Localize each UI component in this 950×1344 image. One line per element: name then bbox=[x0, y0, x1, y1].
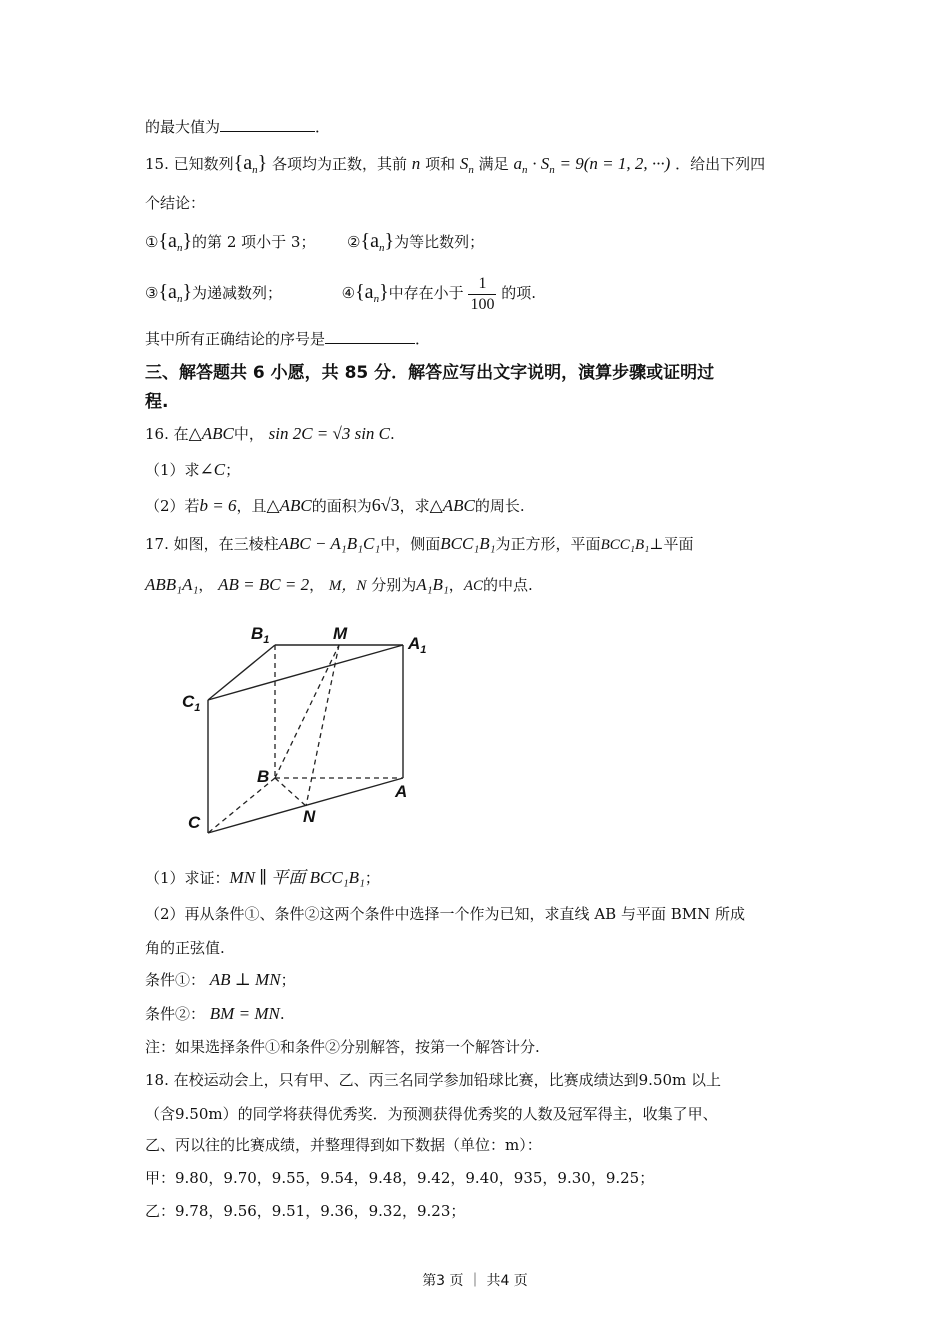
answer-blank bbox=[220, 115, 315, 132]
text: ② bbox=[347, 233, 361, 251]
math: {a bbox=[355, 281, 374, 303]
label-C1: $C_1$ bbox=[182, 692, 201, 714]
math: MN ∥ 平面 BCC₁B₁ bbox=[229, 868, 365, 887]
text: ； bbox=[280, 971, 296, 989]
math: △ABC bbox=[429, 496, 475, 515]
text: 中，侧面 bbox=[380, 535, 441, 553]
text: ，求 bbox=[399, 497, 430, 515]
text: （1）求证： bbox=[145, 869, 230, 887]
text: 满足 bbox=[478, 155, 509, 173]
q17-condition2 bbox=[145, 1003, 285, 1025]
text: 中， bbox=[233, 425, 264, 443]
q17-part2 bbox=[145, 903, 745, 925]
text: 注：如果选择条件①和条件②分别解答，按第一个解答计分. bbox=[145, 1038, 540, 1056]
text: 乙：9.78，9.56，9.51，9.36，9.32，9.23； bbox=[145, 1202, 466, 1220]
text: ．给出下列四 bbox=[675, 155, 766, 173]
segment-B-M bbox=[275, 645, 339, 778]
math-sub: n bbox=[176, 293, 183, 305]
text: 18. 在校运动会上，只有甲、乙、丙三名同学参加铅球比赛，比赛成绩达到9.50m 以上 bbox=[145, 1071, 722, 1089]
math-sub: n bbox=[378, 242, 385, 254]
text: 甲：9.80，9.70，9.55，9.54，9.48，9.42，9.40，935，9.30，9.25； bbox=[145, 1169, 655, 1187]
math-sub: n bbox=[373, 293, 380, 305]
q17-stem-2 bbox=[145, 574, 533, 597]
text: 条件①： bbox=[145, 971, 206, 989]
text: 程. bbox=[145, 392, 169, 412]
q17-part2-2 bbox=[145, 937, 225, 959]
text: ； bbox=[225, 461, 241, 479]
text: 为正方形，平面 bbox=[495, 535, 601, 553]
text: ， bbox=[448, 576, 464, 594]
math: △ABC bbox=[266, 496, 312, 515]
text: 中存在小于 bbox=[388, 284, 464, 302]
q17-stem bbox=[145, 533, 693, 556]
math: AB = BC = 2 bbox=[218, 575, 310, 594]
text: 项和 bbox=[425, 155, 456, 173]
text: （2）再从条件①、条件②这两个条件中选择一个作为已知，求直线 AB 与平面 BMN 所成 bbox=[145, 905, 745, 923]
segment-M-N bbox=[306, 645, 339, 806]
answer-blank bbox=[325, 327, 415, 344]
text: 条件②： bbox=[145, 1005, 206, 1023]
math: BCC₁B₁ bbox=[600, 537, 650, 553]
math: AB ⊥ MN bbox=[209, 970, 281, 989]
text: ④ bbox=[341, 284, 356, 302]
q16-part2 bbox=[145, 494, 525, 517]
math-sub: n bbox=[521, 164, 528, 176]
q16-stem bbox=[145, 423, 395, 445]
text: 为递减数列； bbox=[192, 284, 283, 302]
text: 其中所有正确结论的序号是 bbox=[145, 330, 326, 348]
text: 各项均为正数，其前 bbox=[272, 155, 408, 173]
previous-question-tail bbox=[145, 115, 330, 138]
q18-stem-3 bbox=[145, 1134, 542, 1156]
math: ABB₁A₁ bbox=[145, 575, 199, 594]
math: } bbox=[182, 230, 193, 252]
text: ，且 bbox=[236, 497, 267, 515]
text: （含9.50m）的同学将获得优秀奖．为预测获得优秀奖的人数及冠军得主，收集了甲、 bbox=[145, 1105, 718, 1123]
text: . bbox=[279, 1005, 285, 1023]
text: （1）求 bbox=[145, 461, 200, 479]
page-footer: 第3 页 ｜ 共4 页 bbox=[422, 1273, 528, 1289]
text: 的周长. bbox=[474, 497, 525, 515]
text: ． bbox=[415, 330, 431, 348]
section-3-heading-2 bbox=[145, 391, 168, 413]
math-sub: n bbox=[176, 242, 183, 254]
edge-B-C bbox=[208, 778, 275, 833]
math: {a bbox=[158, 281, 177, 303]
text: . bbox=[390, 425, 395, 443]
math-sub: n bbox=[252, 164, 258, 176]
math: a bbox=[513, 154, 522, 173]
label-M: M bbox=[333, 624, 348, 643]
text: 的面积为 bbox=[311, 497, 372, 515]
text: 为等比数列； bbox=[394, 233, 485, 251]
text: 的最大值为 bbox=[145, 118, 221, 136]
text: 的中点. bbox=[482, 576, 533, 594]
math: M，N bbox=[328, 578, 367, 594]
math: b = 6 bbox=[199, 496, 237, 515]
q18-stem-1 bbox=[145, 1069, 721, 1091]
fraction bbox=[468, 274, 496, 315]
math: ∠C bbox=[199, 460, 226, 479]
math: n bbox=[411, 154, 421, 173]
label-B1: $B_1$ bbox=[251, 624, 270, 646]
text: 16. 在 bbox=[145, 425, 189, 443]
q18-data-yi bbox=[145, 1200, 465, 1222]
text: 分别为 bbox=[371, 576, 417, 594]
text: 平面 bbox=[663, 535, 694, 553]
math: BM = MN bbox=[209, 1004, 280, 1023]
segment-B-N bbox=[275, 778, 306, 806]
text: 三、解答题共 6 小愿，共 85 分．解答应写出文字说明，演算步骤或证明过 bbox=[145, 363, 715, 383]
text: ， bbox=[309, 576, 325, 594]
math: △ABC bbox=[188, 424, 234, 443]
label-B: B bbox=[257, 767, 270, 786]
text: ① bbox=[145, 233, 159, 251]
label-C: C bbox=[188, 813, 201, 832]
q15-stem-2 bbox=[145, 192, 205, 214]
q15-options-row1 bbox=[145, 230, 484, 259]
text: 17. 如图，在三棱柱 bbox=[145, 535, 279, 553]
q15-ask bbox=[145, 327, 430, 350]
math: ⊥ bbox=[649, 535, 664, 553]
label-N: N bbox=[303, 807, 316, 826]
q15-options-row2 bbox=[145, 272, 536, 319]
math: A₁B₁ bbox=[416, 575, 449, 594]
q17-condition1 bbox=[145, 969, 296, 991]
text: （2）若 bbox=[145, 497, 200, 515]
edge-C1-B1 bbox=[208, 645, 275, 700]
text: ； bbox=[364, 869, 380, 887]
q15-stem bbox=[145, 152, 765, 181]
math: · S bbox=[532, 154, 550, 173]
math: sin 2C = √3 sin C bbox=[268, 424, 391, 443]
text: 的项. bbox=[501, 284, 537, 302]
q17-part1 bbox=[145, 867, 380, 889]
math: } bbox=[384, 230, 395, 252]
text: 个结论： bbox=[145, 194, 206, 212]
section-3-heading bbox=[145, 362, 714, 384]
q16-part1 bbox=[145, 459, 240, 481]
math: } bbox=[257, 152, 268, 174]
math: BCC₁B₁ bbox=[440, 534, 496, 553]
math: = 9(n = 1, 2, ···) bbox=[559, 154, 671, 173]
fraction-denominator: 100 bbox=[470, 295, 495, 313]
math: } bbox=[379, 281, 389, 303]
text: ． bbox=[315, 118, 331, 136]
text: 角的正弦值. bbox=[145, 939, 225, 957]
label-A1: $A_1$ bbox=[408, 634, 427, 656]
math: 6√3 bbox=[371, 495, 400, 515]
q18-data-jia bbox=[145, 1167, 654, 1189]
math: AC bbox=[463, 578, 483, 594]
math: ABC − A₁B₁C₁ bbox=[278, 534, 381, 553]
text: ③ bbox=[145, 284, 159, 302]
math: } bbox=[182, 281, 193, 303]
math-sub: n bbox=[468, 164, 474, 176]
fraction-numerator: 1 bbox=[468, 274, 496, 295]
text: 的第 2 项小于 3； bbox=[192, 233, 316, 251]
math: {a bbox=[158, 230, 177, 252]
q17-note bbox=[145, 1036, 540, 1058]
text: 15. 已知数列 bbox=[145, 155, 234, 173]
q18-stem-2 bbox=[145, 1103, 718, 1125]
edge-C1-A1 bbox=[208, 645, 403, 700]
math: {a bbox=[233, 152, 253, 174]
text: 乙、丙以往的比赛成绩，并整理得到如下数据（单位：m）： bbox=[145, 1136, 542, 1154]
math-sub: n bbox=[549, 164, 555, 176]
math: {a bbox=[360, 230, 379, 252]
prism-figure bbox=[175, 615, 445, 850]
label-A: A bbox=[395, 782, 408, 801]
math: S bbox=[459, 154, 469, 173]
text: ， bbox=[198, 576, 214, 594]
